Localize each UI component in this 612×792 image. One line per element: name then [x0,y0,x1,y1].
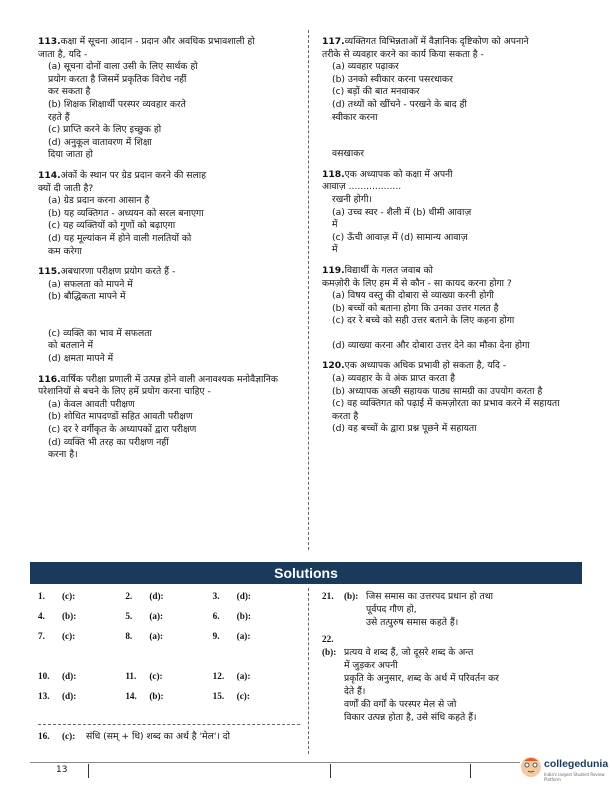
answer-row [38,650,300,670]
option-line: (a) उच्च स्वर - शैली में (b) धीमी आवाज़ [332,206,472,218]
option-line: रखनी होगी। [332,193,372,205]
option-line: स्वीकार करना [332,111,378,123]
option-line [38,304,310,316]
question-number: 114. [38,169,61,181]
answer-cell [125,630,212,643]
answer-row [38,590,300,610]
question-text-continued: जाता है, यदि - [38,48,88,60]
answer-number: 7. [38,631,45,641]
option-line: (d) वह बच्चों के द्वारा प्रश्न पूछने में सहायता [332,423,477,435]
option-line: दिया जाता हो [48,149,93,161]
option-line [38,316,310,328]
solution-line: प्रकृति के अनुसार, शब्द के अर्थ में परिवर्तन कर [344,673,499,684]
option-line: (d) यह मूल्यांकन में होने वाली गलतियों को [48,232,192,244]
option-line: कर सकता है [48,86,91,98]
column-divider [308,30,309,550]
option-line: (c) यह व्यक्तियों को गुणों को बढ़ाएगा [48,220,176,232]
solution-21-number: 21. [322,591,334,601]
answer-cell [125,670,212,683]
question-text: विद्यार्थी के गलत जवाब को [344,264,433,276]
question-block [322,360,594,436]
option-line [322,328,594,340]
answer-number: 15. [212,691,225,701]
left-question-column [38,36,310,470]
question-block [322,36,594,161]
solution-22-number: 22. [322,634,334,644]
answer-option: (c): [62,591,76,601]
answer-number: 11. [125,671,137,681]
solution-line: देते हैं। [344,686,366,697]
option-line: (b) यह व्यक्तिगत - अध्ययन को सरल बनाएगा [48,207,204,219]
question-text-continued: आवाज़ .................. [322,181,402,193]
question-number: 119. [322,264,345,276]
solution-line: वर्णों की वर्गों के परस्पर मेल से जो [344,699,457,710]
answer-number: 14. [125,691,137,701]
solution-16 [38,730,300,743]
option-line: (a) व्यवहार के वे अंक प्राप्त करता है [332,373,456,385]
option-line: (b) शोधित मापदण्डों सहित आवती परीक्षण [48,411,193,423]
solution-line: विकार उत्पन्न होता है, उसे संधि कहते हैं। [344,712,477,723]
solution-22-answer: (b): [322,647,337,657]
option-line: (c) प्राप्ति करने के लिए इच्छुक हो [48,124,162,136]
answer-option: (d): [62,671,77,681]
option-line [322,136,594,148]
option-line: वसखाकर [332,148,365,160]
question-number: 113. [38,36,61,47]
option-line: (a) केवल आवती परीक्षण [48,398,135,410]
question-number: 118. [322,168,345,180]
answer-option: (c): [236,691,250,701]
question-block [322,265,594,353]
question-stem [38,36,310,49]
solution-line: उसे तत्पुरुष समास कहते हैं। [366,617,459,628]
answer-option: (c): [62,631,76,641]
option-line: (c) वह व्यक्तिगत को पढ़ाई में कमज़ोरता का प्रभाव करने में सहायता [332,398,560,410]
question-text: कक्षा में सूचना आदान - प्रदान और अवधिक प्रभावशाली हो [60,36,255,47]
question-text: वार्षिक परीक्षा प्रणाली में उत्पन्न होने वाली अनावश्यक मनोवैज्ञानिक परेशानियों से बचने के लिए हमें प्रयोग करना चाहिए - [38,373,278,398]
answer-number: 9. [212,631,220,641]
option-line: को बतलाने में [48,340,93,352]
answer-number: 5. [125,611,133,621]
answer-number: 8. [125,631,133,641]
question-text: अंकों के स्थान पर ग्रेड प्रदान करने की सलाह [60,169,206,181]
option-line: करना है। [48,449,78,461]
option-line: (c) दर रे वर्गीकृत के अध्यापकों द्वारा परीक्षण [48,424,197,436]
question-number: 116. [38,373,61,385]
question-stem [322,36,594,49]
answer-option: (d): [62,691,77,701]
answer-option: (d): [236,591,251,601]
solution-22-text [344,646,499,724]
question-block [38,374,310,462]
solutions-divider [308,588,309,754]
question-text: अबधारणा परीक्षण प्रयोग करते हैं - [60,266,176,278]
answer-option: (a): [149,631,164,641]
logo-mascot-icon [520,756,542,778]
answer-row [38,610,300,630]
answer-cell [213,690,300,703]
answer-cell [125,610,212,623]
question-block [38,266,310,366]
option-line: (c) बड़ों की बात मनवाकर [332,86,420,98]
answer-row [38,630,300,650]
question-text: एक अध्यापक अधिक प्रभावी हो सकता है, यदि - [344,360,507,372]
answer-number: 12. [212,671,225,681]
solution-line: जिस समास का उत्तरपद प्रधान हो तथा [366,591,494,602]
option-line: (d) तथ्यों को खींचने - परखने के बाद ही [332,98,467,110]
question-text-continued: कमज़ोरी के लिए हम में से कौन - सा कायद करना होगा ? [322,277,512,289]
solution-21-answer: (b): [344,591,359,601]
answer-option: (b): [149,691,164,701]
answer-row [38,670,300,690]
question-number: 117. [322,36,345,47]
answer-cell [38,670,125,683]
page-number: 13 [56,765,68,775]
option-line: (d) व्याख्या करना और दोबारा उत्तर देने का मौका देना होगा [332,339,530,351]
option-line: (b) अध्यापक अच्छी सहायक पाठ्य सामग्री का उपयोग करता है [332,385,543,397]
solution-16-answer: (c): [62,731,76,741]
answer-option: (b): [236,611,251,621]
option-line: (d) व्यक्ति भी तरह का परीक्षण नहीं [48,436,169,448]
question-text: व्यक्तिगत विभिन्नताओं में वैज्ञानिक दृष्टिकोण को अपनाने [344,36,529,47]
answer-number: 4. [38,611,45,621]
solution-16-text: संधि (सम् + धि) शब्द का अर्थ है 'मेल'। दो [86,731,231,742]
answer-row [38,690,300,710]
question-number: 120. [322,360,345,372]
answer-number: 6. [212,611,220,621]
question-block [322,169,594,257]
footer-tick [470,764,471,778]
answer-grid [38,590,300,710]
solution-line: पूर्वपद गौण हो, [366,604,417,615]
option-line: (b) शिक्षक शिक्षार्थी परस्पर व्यवहार करते [48,98,186,110]
option-line: रहते हैं [48,111,70,123]
question-block [38,36,310,162]
answer-cell [213,670,300,683]
solutions-banner: Solutions [30,562,582,584]
question-text-continued: क्यों दी जाती है? [38,182,94,194]
answer-option: (b): [62,611,77,621]
option-line: (b) बच्चों को बताना होगा कि उनका उत्तर गलत है [332,302,499,314]
question-number: 115. [38,266,61,278]
answer-number: 1. [38,591,45,601]
question-stem [38,170,310,183]
answer-cell [38,630,125,643]
answer-cell [125,690,212,703]
question-block [38,170,310,258]
option-line: (b) उनको स्वीकार करना पसरधाकर [332,73,453,85]
footer-tick [330,764,331,778]
answer-number: 2. [125,591,133,601]
option-line: (c) दर रे बच्चे को सही उत्तर बताने के लिए कहना होगा [332,315,515,327]
answer-option: (c): [149,671,163,681]
answer-cell [213,630,300,643]
solution-line: में जुड़कर अपनी [344,660,398,671]
logo-tagline: India's largest Student Review Platform [544,772,605,782]
answer-option: (a): [149,611,164,621]
answer-cell [213,610,300,623]
answer-option: (a): [236,631,251,641]
option-line: (a) व्यवहार पढ़ाकर [332,61,399,73]
solution-21-text [366,590,493,629]
question-stem [322,360,594,373]
option-line: (a) सूचना दोनों वाला उसी के लिए सार्थक हो [48,61,198,73]
option-line [322,124,594,136]
logo-wordmark: collegedunia [544,758,609,770]
option-line: (a) विषय वस्तु की दोबारा से व्याख्या करनी होगी [332,290,494,302]
question-stem [322,265,594,278]
answer-cell [38,610,125,623]
answer-number: 13. [38,691,50,701]
answer-number: 3. [212,591,220,601]
footer-rule [30,762,520,763]
option-line: (c) व्यक्ति का भाव में सफलता [48,327,152,339]
option-line: (a) ग्रेड प्रदान करना आसान है [48,195,150,207]
question-stem [322,169,594,182]
question-text: एक अध्यापक को कक्षा में अपनी [344,168,453,180]
answer-separator [38,724,300,725]
option-line: करता है [332,410,359,422]
answer-cell [38,690,125,703]
option-line: में [332,219,338,231]
option-line: प्रयोग करता है जिसमें प्रकृतिक विरोध नहीं [48,73,187,85]
option-line: में [332,244,338,256]
right-question-column [322,36,594,444]
option-line: (c) ऊँची आवाज़ में (d) सामान्य आवाज़ [332,231,468,243]
question-text-continued: तरीके से व्यवहार करने का कार्य किया सकता है - [322,48,484,60]
option-line: कम करेगा [48,245,82,257]
footer-tick [88,764,89,778]
solution-line: प्रत्यय वे शब्द हैं, जो दूसरे शब्द के अन्त [344,647,474,658]
answer-cell [213,590,300,603]
option-line: (a) सफलता को मापने में [48,278,133,290]
answer-cell [125,590,212,603]
collegedunia-logo[interactable] [520,752,609,788]
answer-number: 10. [38,671,50,681]
answer-cell [38,590,125,603]
question-stem [38,266,310,279]
option-line: (d) क्षमता मापने में [48,353,114,365]
answer-option: (a): [236,671,251,681]
question-stem [38,374,310,399]
solution-21 [322,590,582,629]
option-line: (d) अनुकूल वातावरण में शिक्षा [48,136,152,148]
solution-22 [322,633,582,724]
option-line: (b) बौद्धिकता मापने में [48,291,126,303]
solution-16-number: 16. [38,731,50,741]
solutions-right [322,590,582,724]
answer-option: (d): [149,591,164,601]
